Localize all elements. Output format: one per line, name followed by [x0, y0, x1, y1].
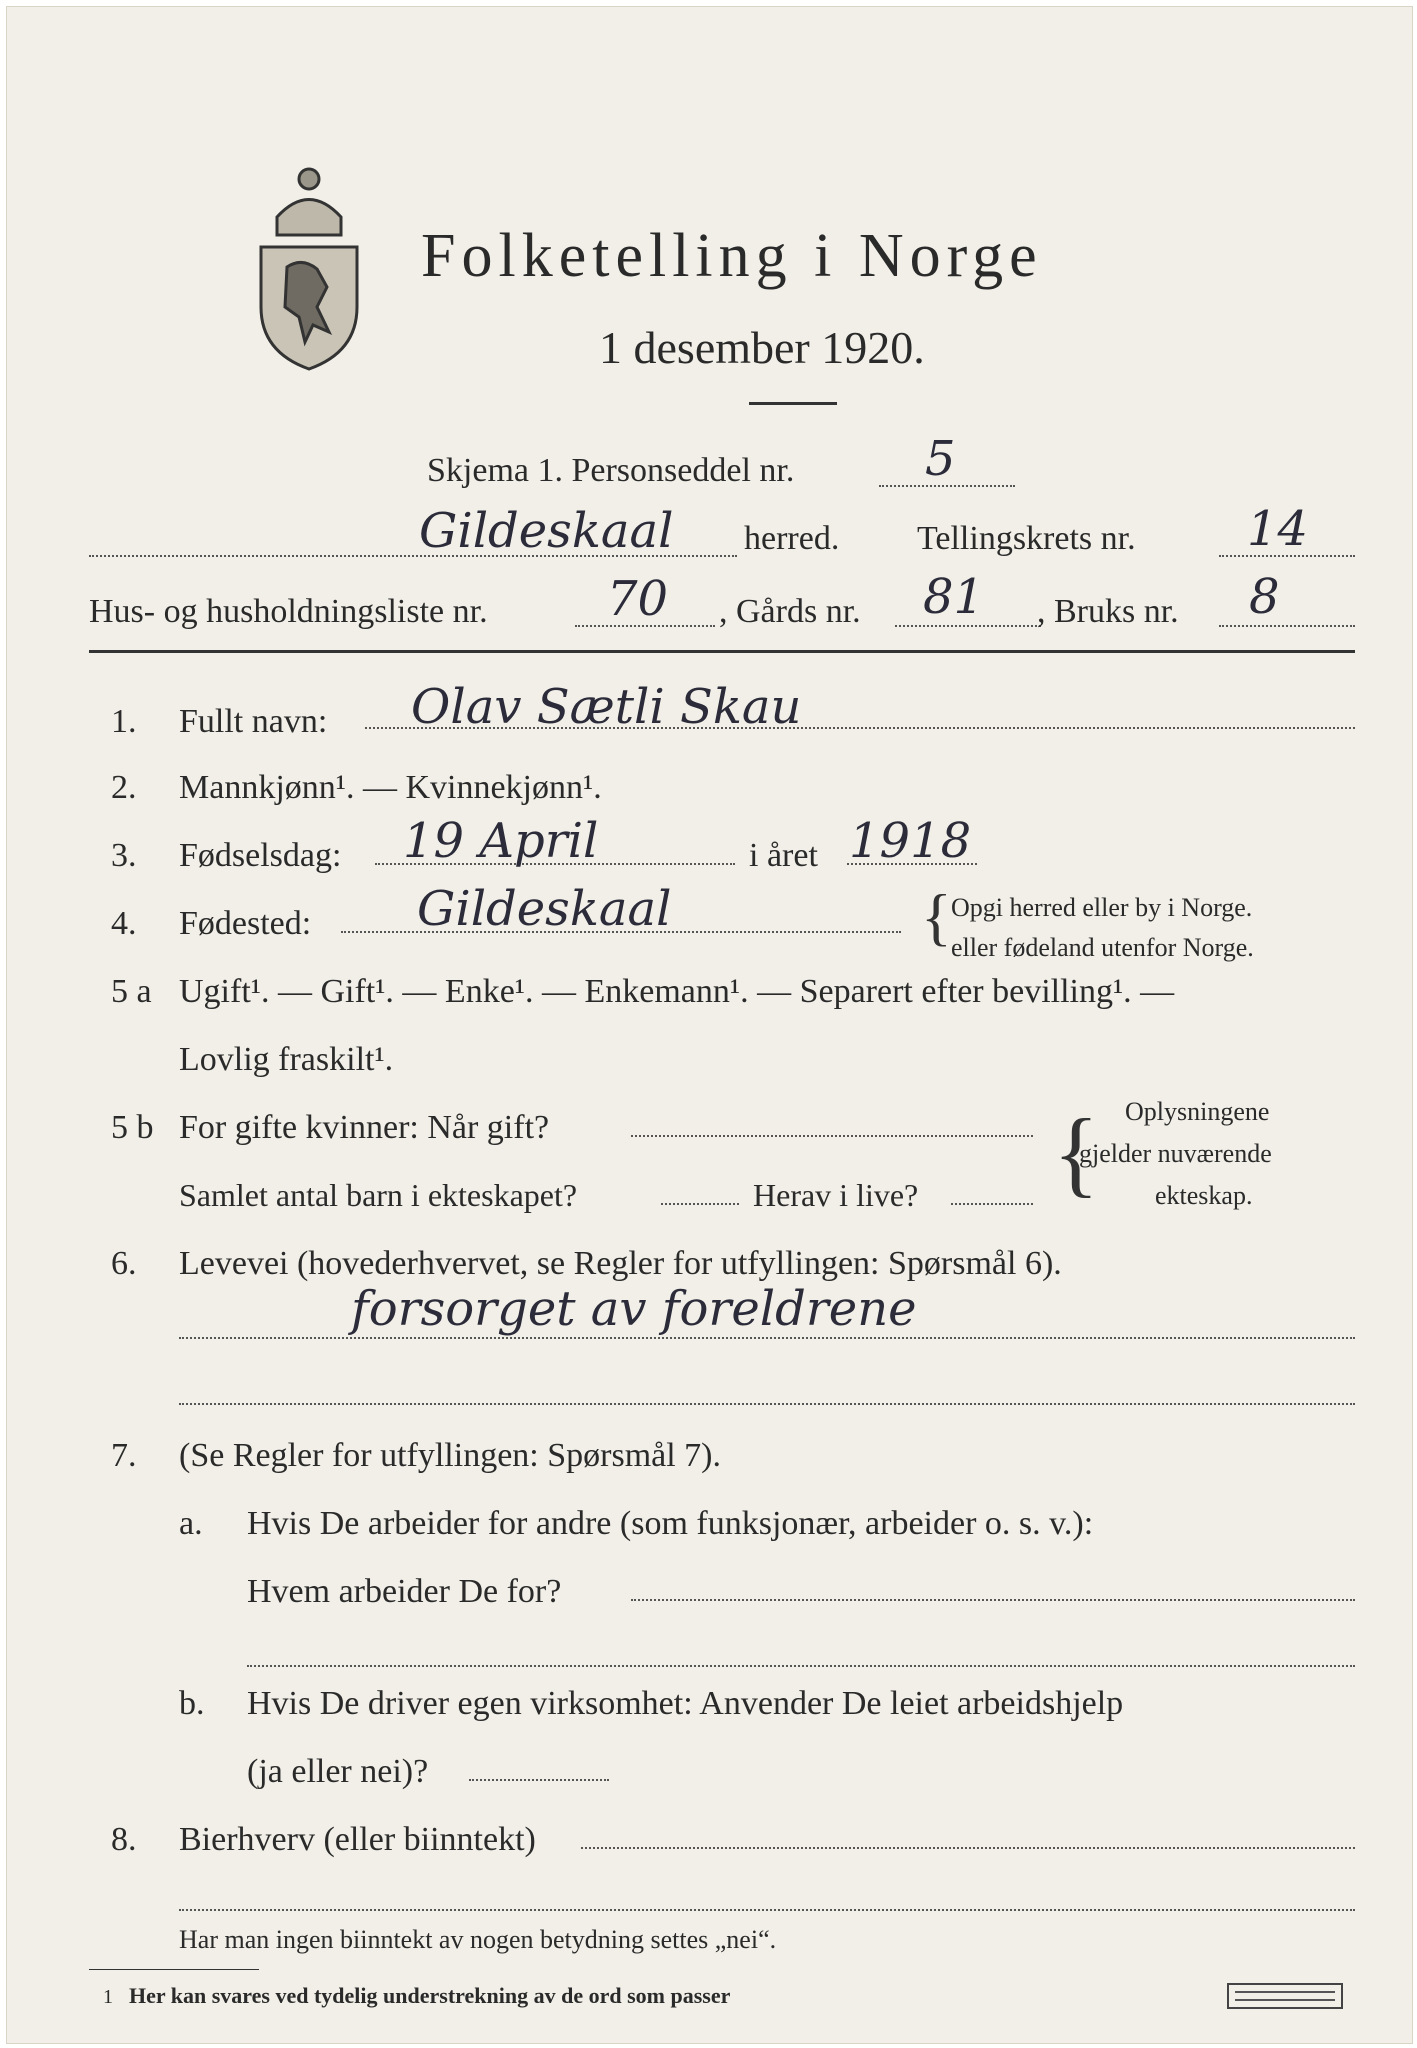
- hus-label: Hus- og husholdningsliste nr.: [89, 593, 488, 630]
- birthdate-value[interactable]: 19 April: [403, 813, 599, 869]
- q1-label: Fullt navn:: [179, 703, 328, 740]
- children-line: [661, 1203, 739, 1205]
- q5b-note-brace: {: [1053, 1099, 1100, 1206]
- form-date: 1 desember 1920.: [599, 322, 925, 373]
- q4-number: 4.: [111, 905, 137, 942]
- q3-year-label: i året: [749, 837, 818, 874]
- side-income-line-1: [581, 1847, 1355, 1849]
- q5a-number: 5 a: [111, 973, 152, 1010]
- q7a-line2: Hvem arbeider De for?: [247, 1573, 562, 1610]
- employer-line-2: [247, 1665, 1355, 1667]
- tellingskrets-value[interactable]: 14: [1247, 501, 1309, 557]
- q5a-line1: Ugift¹. — Gift¹. — Enke¹. — Enkemann¹. — Separert efter bevilling¹. —: [179, 973, 1175, 1010]
- q8-note: Har man ingen biinntekt av nogen betydning settes „nei“.: [179, 1925, 777, 1954]
- q5a-line2: Lovlig fraskilt¹.: [179, 1041, 394, 1078]
- married-when-line: [631, 1135, 1033, 1137]
- header-rule: [89, 650, 1355, 653]
- alive-line: [951, 1203, 1033, 1205]
- q7-number: 7.: [111, 1437, 137, 1474]
- q5b-note3: ekteskap.: [1155, 1181, 1253, 1210]
- full-name-value[interactable]: Olav Sætli Skau: [411, 679, 802, 735]
- hired-help-line: [469, 1779, 609, 1781]
- herred-label: herred.: [744, 520, 840, 557]
- q5b-alive-label: Herav i live?: [753, 1177, 919, 1213]
- birthyear-value[interactable]: 1918: [849, 813, 972, 869]
- q8-label: Bierhverv (eller biinntekt): [179, 1821, 536, 1858]
- q8-number: 8.: [111, 1821, 137, 1858]
- q5b-children-label: Samlet antal barn i ekteskapet?: [179, 1177, 578, 1213]
- livelihood-line-1: [179, 1337, 1355, 1339]
- livelihood-value[interactable]: forsorget av foreldrene: [351, 1281, 917, 1337]
- q5b-note1: Oplysningene: [1125, 1097, 1270, 1126]
- q3-label: Fødselsdag:: [179, 837, 342, 874]
- q4-label: Fødested:: [179, 905, 312, 942]
- q4-note-brace: {: [921, 881, 952, 952]
- q5b-number: 5 b: [111, 1109, 154, 1146]
- title-divider: [749, 402, 837, 405]
- bruks-line: [1219, 625, 1355, 627]
- q2-number: 2.: [111, 769, 137, 806]
- tellingskrets-label: Tellingskrets nr.: [917, 520, 1136, 557]
- q6-label: Levevei (hovederhvervet, se Regler for utfyllingen: Spørsmål 6).: [179, 1245, 1062, 1282]
- q4-note-line2: eller fødeland utenfor Norge.: [951, 933, 1254, 962]
- birthplace-value[interactable]: Gildeskaal: [417, 881, 672, 937]
- employer-line-1: [631, 1599, 1355, 1601]
- q6-number: 6.: [111, 1245, 137, 1282]
- census-form-sheet: [6, 6, 1413, 2044]
- bruks-value[interactable]: 8: [1249, 569, 1280, 625]
- side-income-line-2: [179, 1909, 1355, 1911]
- q7b-letter: b.: [179, 1685, 205, 1722]
- q7b-line1: Hvis De driver egen virksomhet: Anvender De leiet arbeidshjelp: [247, 1685, 1124, 1722]
- footnote-text: Her kan svares ved tydelig understrekning av de ord som passer: [129, 1983, 731, 2008]
- q1-number: 1.: [111, 703, 137, 740]
- gards-value[interactable]: 81: [923, 569, 985, 625]
- footnote-rule: [89, 1969, 259, 1970]
- q5b-note2: gjelder nuværende: [1079, 1139, 1272, 1168]
- printer-stamp-icon: [1227, 1983, 1343, 2009]
- bruks-label: , Bruks nr.: [1037, 593, 1179, 630]
- q7-label: (Se Regler for utfyllingen: Spørsmål 7).: [179, 1437, 722, 1474]
- q7a-letter: a.: [179, 1505, 203, 1542]
- hus-value[interactable]: 70: [607, 571, 669, 627]
- livelihood-line-2: [179, 1403, 1355, 1405]
- norway-coat-of-arms-icon: [247, 157, 371, 372]
- schema-label: Skjema 1. Personseddel nr.: [427, 452, 795, 489]
- herred-value[interactable]: Gildeskaal: [419, 503, 674, 559]
- q7b-line2: (ja eller nei)?: [247, 1753, 429, 1790]
- q7a-line1: Hvis De arbeider for andre (som funksjonær, arbeider o. s. v.):: [247, 1505, 1094, 1542]
- footnote-mark: 1: [103, 1986, 113, 2008]
- gards-label: , Gårds nr.: [719, 593, 861, 630]
- form-title: Folketelling i Norge: [421, 222, 1043, 290]
- q4-note-line1: Opgi herred eller by i Norge.: [951, 893, 1253, 922]
- q3-number: 3.: [111, 837, 137, 874]
- gards-line: [895, 625, 1041, 627]
- q2-options: Mannkjønn¹. — Kvinnekjønn¹.: [179, 769, 602, 806]
- schema-value[interactable]: 5: [925, 431, 956, 487]
- q5b-line1: For gifte kvinner: Når gift?: [179, 1109, 550, 1146]
